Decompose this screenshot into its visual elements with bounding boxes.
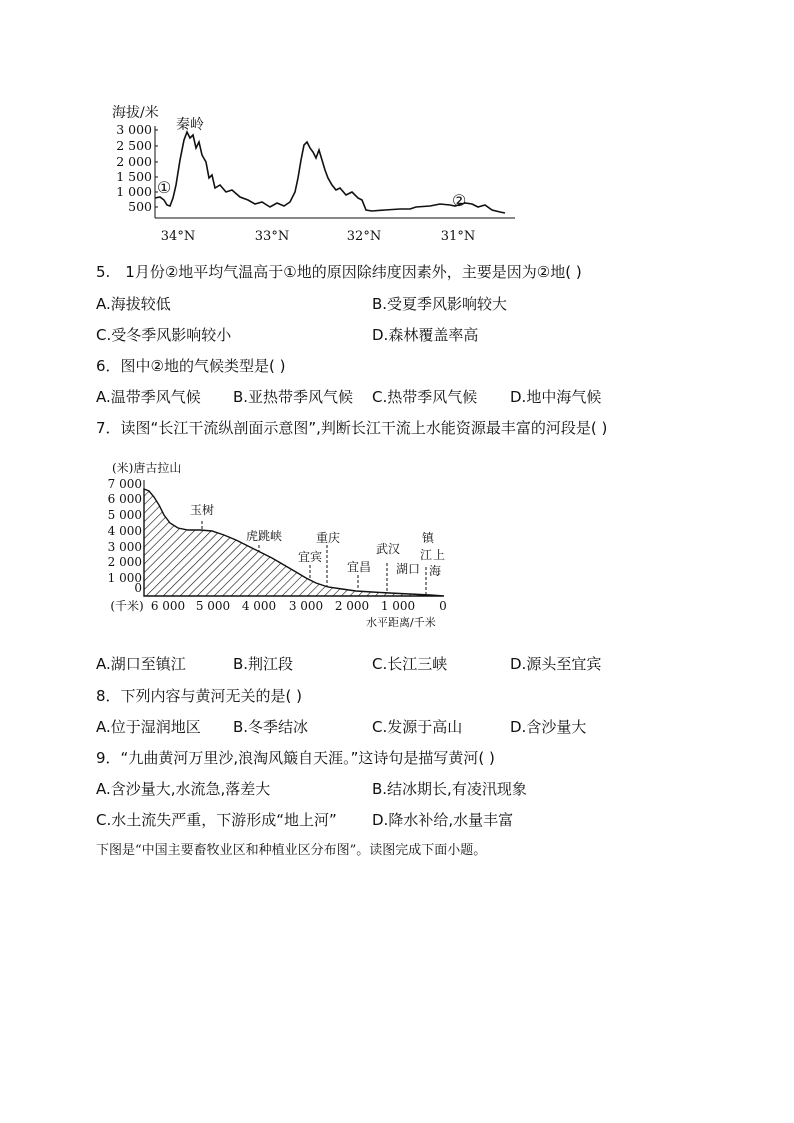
place-label-hukou: 湖口 [396,562,421,576]
y-tick: 1 000 [116,184,152,199]
place-label-wuhan: 武汉 [376,542,401,556]
section-note: 下图是“中国主要畜牧业区和种植业区分布图”。读图完成下面小题。 [96,843,487,858]
y-tick: 2 500 [116,138,152,153]
marker-2: ② [452,191,467,210]
q5-option-c[interactable]: C.受冬季风影响较小 [96,326,232,344]
place-label-yichang: 宜昌 [347,560,372,574]
q6-option-d[interactable]: D.地中海气候 [510,388,602,406]
place-label-yibin: 宜宾 [298,550,323,564]
y-tick: 5 000 [107,508,142,522]
x-tick: 33°N [254,229,290,244]
q7-option-a[interactable]: A.湖口至镇江 [96,655,186,673]
y-tick: 6 000 [107,492,142,506]
place-label-hutiaoxia: 虎跳峡 [246,529,283,543]
q7-option-d[interactable]: D.源头至宜宾 [510,655,602,673]
q8-option-b[interactable]: B.冬季结冰 [233,718,309,736]
q6-option-b[interactable]: B.亚热带季风气候 [233,388,354,406]
y-axis-title: (米)唐古拉山 [112,461,182,475]
q9-option-d[interactable]: D.降水补给,水量丰富 [372,811,514,829]
x-tick: 34°N [160,229,196,244]
question-8-stem: 8．下列内容与黄河无关的是( ) [96,687,303,705]
y-tick: 500 [128,199,152,214]
x-tick: 2 000 [334,599,370,613]
question-9-stem: 9．“九曲黄河万里沙,浪淘风簸自天涯。”这诗句是描写黄河( ) [96,749,495,767]
question-5-stem: 5. 1月份②地平均气温高于①地的原因除纬度因素外，主要是因为②地( ) [96,263,582,281]
q6-option-a[interactable]: A.温带季风气候 [96,388,201,406]
q8-option-c[interactable]: C.发源于高山 [372,718,463,736]
x-tick: 1 000 [380,599,416,613]
y-axis-title: 海拔/米 [112,105,159,121]
q9-option-b[interactable]: B.结冰期长,有凌汛现象 [372,780,527,798]
x-tick: 3 000 [288,599,324,613]
place-label-shang: 上 [433,548,446,562]
marker-1: ① [157,178,172,197]
x-tick: 31°N [440,229,476,244]
question-7-stem: 7．读图“长江干流纵剖面示意图”,判断长江干流上水能资源最丰富的河段是( ) [96,419,608,437]
x-tick: 4 000 [241,599,277,613]
q6-option-c[interactable]: C.热带季风气候 [372,388,478,406]
yangtze-profile-figure [100,455,460,635]
y-tick: 1 000 [107,571,142,585]
x-unit-label: (千米) [110,599,144,613]
q9-option-c[interactable]: C.水土流失严重，下游形成“地上河” [96,811,337,829]
place-label-chongqing: 重庆 [316,531,341,545]
y-tick: 3 000 [107,540,142,554]
x-tick: 5 000 [195,599,231,613]
y-tick: 0 [134,581,142,595]
q8-option-a[interactable]: A.位于湿润地区 [96,718,201,736]
y-tick: 2 000 [107,555,142,569]
y-tick: 7 000 [107,477,142,491]
elevation-profile-figure [100,100,520,250]
place-label-jiang: 江 [420,548,433,562]
x-tick: 0 [439,599,447,613]
y-tick: 2 000 [116,154,152,169]
place-label-yushu: 玉树 [190,503,215,517]
question-6-stem: 6．图中②地的气候类型是( ) [96,357,286,375]
q7-option-b[interactable]: B.荆江段 [233,655,294,673]
y-tick: 4 000 [107,524,142,538]
q5-option-d[interactable]: D.森林覆盖率高 [372,326,479,344]
x-tick: 32°N [346,229,382,244]
place-label-hai: 海 [429,564,442,578]
y-tick: 3 000 [116,122,152,137]
q5-option-b[interactable]: B.受夏季风影响较大 [372,295,508,313]
x-axis-title: 水平距离/千米 [366,616,436,629]
x-tick: 6 000 [150,599,186,613]
q8-option-d[interactable]: D.含沙量大 [510,718,587,736]
q5-option-a[interactable]: A.海拔较低 [96,295,171,313]
peak-label: 秦岭 [176,117,204,133]
place-label-zhen: 镇 [422,531,435,545]
q7-option-c[interactable]: C.长江三峡 [372,655,448,673]
q9-option-a[interactable]: A.含沙量大,水流急,落差大 [96,780,271,798]
y-tick: 1 500 [116,169,152,184]
